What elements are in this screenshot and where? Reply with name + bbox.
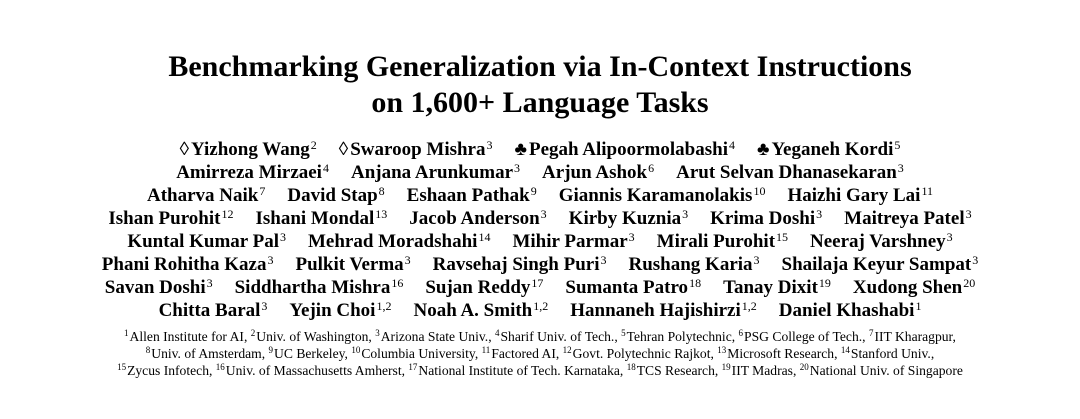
author-affiliation-index: 3 bbox=[972, 253, 979, 267]
affiliation-text: Sharif Univ. of Tech., bbox=[500, 329, 622, 344]
affiliation bbox=[269, 346, 352, 361]
author bbox=[287, 185, 384, 207]
affiliation bbox=[563, 346, 718, 361]
affiliation bbox=[800, 363, 963, 378]
author-affiliation-index: 3 bbox=[946, 230, 953, 244]
author-row bbox=[0, 208, 1080, 230]
author bbox=[159, 300, 268, 322]
author bbox=[787, 185, 933, 207]
author-name: Jacob Anderson bbox=[409, 208, 540, 229]
author-row bbox=[0, 185, 1080, 207]
author bbox=[180, 139, 317, 161]
author-row bbox=[0, 231, 1080, 253]
author-name: David Stap bbox=[287, 185, 378, 206]
author-name: Rushang Karia bbox=[628, 254, 753, 275]
author-affiliation-index: 4 bbox=[728, 138, 735, 152]
affiliation-index: 6 bbox=[738, 328, 744, 338]
author bbox=[339, 139, 493, 161]
author-name: Daniel Khashabi bbox=[778, 300, 915, 321]
author-affiliation-index: 17 bbox=[531, 276, 544, 290]
author-affiliation-index: 11 bbox=[921, 184, 933, 198]
author bbox=[127, 231, 286, 253]
affiliation-index: 7 bbox=[868, 328, 874, 338]
affiliation-index: 2 bbox=[250, 328, 256, 338]
author bbox=[710, 208, 822, 230]
author bbox=[235, 277, 404, 299]
author bbox=[105, 277, 213, 299]
author bbox=[102, 254, 274, 276]
affiliation bbox=[146, 346, 269, 361]
affiliation-row bbox=[0, 345, 1080, 362]
author-name: Mihir Parmar bbox=[512, 231, 628, 252]
author-affiliation-index: 3 bbox=[753, 253, 760, 267]
author-affiliation-index: 4 bbox=[322, 161, 329, 175]
author-affiliation-index: 3 bbox=[600, 253, 607, 267]
affiliation bbox=[216, 363, 409, 378]
author-name: Shailaja Keyur Sampat bbox=[781, 254, 972, 275]
author-affiliation-index: 7 bbox=[259, 184, 266, 198]
affiliation bbox=[408, 363, 626, 378]
author-affiliation-index: 3 bbox=[540, 207, 547, 221]
affiliation-text: Allen Institute for AI, bbox=[129, 329, 251, 344]
author-affiliation-index: 6 bbox=[648, 161, 655, 175]
affiliation-index: 19 bbox=[721, 362, 731, 372]
affiliation-index: 13 bbox=[717, 345, 727, 355]
affiliation bbox=[717, 346, 841, 361]
author-affiliation-index: 19 bbox=[818, 276, 831, 290]
affiliation-index: 8 bbox=[145, 345, 151, 355]
author-name: Krima Doshi bbox=[710, 208, 816, 229]
author-name: Ishan Purohit bbox=[108, 208, 221, 229]
author-name: Eshaan Pathak bbox=[406, 185, 530, 206]
affiliation bbox=[739, 329, 869, 344]
author bbox=[628, 254, 759, 276]
author-affiliation-index: 16 bbox=[391, 276, 404, 290]
author-affiliation-index: 18 bbox=[689, 276, 702, 290]
author-affiliation-index: 3 bbox=[404, 253, 411, 267]
author-name: Sujan Reddy bbox=[425, 277, 531, 298]
author-name: Pulkit Verma bbox=[295, 254, 404, 275]
author-name: Savan Doshi bbox=[104, 277, 206, 298]
author bbox=[515, 139, 735, 161]
author-name: Tanay Dixit bbox=[723, 277, 818, 298]
author bbox=[779, 300, 922, 322]
affiliation-text: Tehran Polytechnic, bbox=[626, 329, 739, 344]
author bbox=[512, 231, 634, 253]
author-name: Hannaneh Hajishirzi bbox=[570, 300, 741, 321]
author-affiliation-index: 9 bbox=[530, 184, 537, 198]
affiliation bbox=[841, 346, 934, 361]
affiliation bbox=[124, 329, 251, 344]
author-affiliation-index: 3 bbox=[261, 299, 268, 313]
diamond-symbol: ◊ bbox=[179, 139, 189, 160]
author-affiliation-index: 3 bbox=[514, 161, 521, 175]
author bbox=[657, 231, 788, 253]
title-line-2: on 1,600+ Language Tasks bbox=[371, 86, 709, 119]
affiliation-text: UC Berkeley, bbox=[274, 346, 352, 361]
affiliation bbox=[351, 346, 481, 361]
author bbox=[433, 254, 607, 276]
affiliation bbox=[251, 329, 375, 344]
author-row bbox=[0, 139, 1080, 161]
author-name: Anjana Arunkumar bbox=[350, 162, 514, 183]
author bbox=[176, 162, 329, 184]
author-affiliation-index: 3 bbox=[682, 207, 689, 221]
author-name: Neeraj Varshney bbox=[810, 231, 946, 252]
author bbox=[723, 277, 831, 299]
author-name: Xudong Shen bbox=[852, 277, 963, 298]
author-affiliation-index: 10 bbox=[753, 184, 766, 198]
author bbox=[295, 254, 410, 276]
affiliation-index: 17 bbox=[408, 362, 418, 372]
affiliation bbox=[722, 363, 800, 378]
affiliation bbox=[627, 363, 722, 378]
author bbox=[844, 208, 971, 230]
author-name: Atharva Naik bbox=[147, 185, 259, 206]
author-affiliation-index: 3 bbox=[267, 253, 274, 267]
club-symbol: ♣ bbox=[756, 139, 770, 160]
affiliation-index: 12 bbox=[562, 345, 572, 355]
author-name: Ravsehaj Singh Puri bbox=[432, 254, 600, 275]
author-name: Yeganeh Kordi bbox=[771, 139, 894, 160]
affiliation bbox=[495, 329, 621, 344]
affiliation-index: 3 bbox=[375, 328, 380, 338]
author-affiliation-index: 3 bbox=[628, 230, 635, 244]
affiliation bbox=[869, 329, 956, 344]
author-name: Pegah Alipoormolabashi bbox=[528, 139, 728, 160]
affiliation bbox=[621, 329, 738, 344]
author-name: Kirby Kuznia bbox=[568, 208, 682, 229]
author-affiliation-index: 1,2 bbox=[533, 299, 549, 313]
author bbox=[407, 185, 537, 207]
author-affiliation-index: 8 bbox=[378, 184, 385, 198]
author bbox=[565, 277, 701, 299]
affiliation-index: 11 bbox=[481, 345, 491, 355]
author bbox=[108, 208, 233, 230]
affiliation-text: Zycus Infotech, bbox=[127, 363, 216, 378]
affiliation-text: PSG College of Tech., bbox=[744, 329, 869, 344]
affiliation-text: Arizona State Univ., bbox=[380, 329, 495, 344]
author-name: Swaroop Mishra bbox=[350, 139, 486, 160]
author-affiliation-index: 14 bbox=[478, 230, 491, 244]
affiliation-text: IIT Kharagpur, bbox=[874, 329, 956, 344]
affiliation-text: National Institute of Tech. Karnataka, bbox=[418, 363, 627, 378]
title-line-1: Benchmarking Generalization via In-Context Instructions bbox=[168, 50, 912, 83]
author-name: Phani Rohitha Kaza bbox=[101, 254, 267, 275]
diamond-symbol: ◊ bbox=[338, 139, 349, 160]
author-affiliation-index: 20 bbox=[963, 276, 976, 290]
author-name: Mirali Purohit bbox=[656, 231, 776, 252]
author-affiliation-index: 3 bbox=[965, 207, 972, 221]
affiliation-text: TCS Research, bbox=[636, 363, 722, 378]
affiliation bbox=[482, 346, 563, 361]
affiliation bbox=[375, 329, 495, 344]
affiliation-text: Stanford Univ., bbox=[850, 346, 935, 361]
affiliation bbox=[117, 363, 216, 378]
affiliation-text: Columbia University, bbox=[361, 346, 482, 361]
author-name: Haizhi Gary Lai bbox=[787, 185, 921, 206]
author bbox=[542, 162, 654, 184]
author bbox=[782, 254, 979, 276]
affiliation-text: Factored AI, bbox=[491, 346, 563, 361]
author-name: Noah A. Smith bbox=[413, 300, 533, 321]
affiliation-text: Microsoft Research, bbox=[727, 346, 841, 361]
author-affiliation-index: 3 bbox=[486, 138, 493, 152]
author bbox=[810, 231, 953, 253]
affiliation-index: 5 bbox=[621, 328, 626, 338]
author bbox=[570, 300, 757, 322]
author-name: Siddhartha Mishra bbox=[234, 277, 391, 298]
author-affiliation-index: 3 bbox=[816, 207, 823, 221]
author-row bbox=[0, 277, 1080, 299]
author-name: Chitta Baral bbox=[158, 300, 261, 321]
author bbox=[676, 162, 904, 184]
affiliation-index: 20 bbox=[799, 362, 809, 372]
author bbox=[147, 185, 265, 207]
author-row bbox=[0, 254, 1080, 276]
author bbox=[255, 208, 387, 230]
author bbox=[308, 231, 490, 253]
author-affiliation-index: 2 bbox=[310, 138, 317, 152]
author-affiliation-index: 1 bbox=[915, 299, 922, 313]
author bbox=[351, 162, 520, 184]
author-affiliation-index: 1,2 bbox=[741, 299, 757, 313]
affiliation-text: Univ. of Washington, bbox=[256, 329, 376, 344]
affiliation-index: 9 bbox=[268, 345, 274, 355]
affiliation-text: National Univ. of Singapore bbox=[809, 363, 963, 378]
author-name: Kuntal Kumar Pal bbox=[127, 231, 279, 252]
author-affiliation-index: 12 bbox=[221, 207, 234, 221]
author-affiliation-index: 15 bbox=[776, 230, 789, 244]
author-name: Arut Selvan Dhanasekaran bbox=[676, 162, 897, 183]
affiliation-row bbox=[0, 362, 1080, 379]
affiliation-index: 16 bbox=[215, 362, 225, 372]
author-name: Yejin Choi bbox=[289, 300, 376, 321]
affiliation-text: Govt. Polytechnic Rajkot, bbox=[572, 346, 718, 361]
author-affiliation-index: 13 bbox=[375, 207, 388, 221]
author-affiliation-index: 3 bbox=[897, 161, 904, 175]
affiliation-index: 18 bbox=[626, 362, 636, 372]
author bbox=[559, 185, 766, 207]
affiliation-row bbox=[0, 328, 1080, 345]
affiliation-text: Univ. of Amsterdam, bbox=[151, 346, 269, 361]
author-name: Yizhong Wang bbox=[191, 139, 310, 160]
author-name: Giannis Karamanolakis bbox=[558, 185, 753, 206]
author-affiliation-index: 5 bbox=[894, 138, 901, 152]
author bbox=[425, 277, 543, 299]
author bbox=[413, 300, 548, 322]
author-affiliation-index: 3 bbox=[280, 230, 286, 244]
author-name: Sumanta Patro bbox=[565, 277, 689, 298]
affiliation-text: IIT Madras, bbox=[731, 363, 800, 378]
author-name: Amirreza Mirzaei bbox=[176, 162, 322, 183]
author bbox=[757, 139, 900, 161]
author bbox=[569, 208, 688, 230]
author-row bbox=[0, 162, 1080, 184]
author-name: Ishani Mondal bbox=[255, 208, 375, 229]
author-name: Mehrad Moradshahi bbox=[308, 231, 478, 252]
affiliation-index: 1 bbox=[124, 328, 129, 338]
author-row bbox=[0, 300, 1080, 322]
affiliation-index: 15 bbox=[117, 362, 127, 372]
affiliation-text: Univ. of Massachusetts Amherst, bbox=[225, 363, 409, 378]
author-affiliation-index: 1,2 bbox=[376, 299, 392, 313]
author-name: Maitreya Patel bbox=[844, 208, 965, 229]
author bbox=[409, 208, 546, 230]
author bbox=[289, 300, 391, 322]
author-name: Arjun Ashok bbox=[542, 162, 648, 183]
club-symbol: ♣ bbox=[514, 139, 527, 160]
affiliation-index: 4 bbox=[495, 328, 500, 338]
affiliation-index: 14 bbox=[840, 345, 850, 355]
author-affiliation-index: 3 bbox=[206, 276, 213, 290]
affiliation-index: 10 bbox=[351, 345, 361, 355]
author bbox=[853, 277, 975, 299]
